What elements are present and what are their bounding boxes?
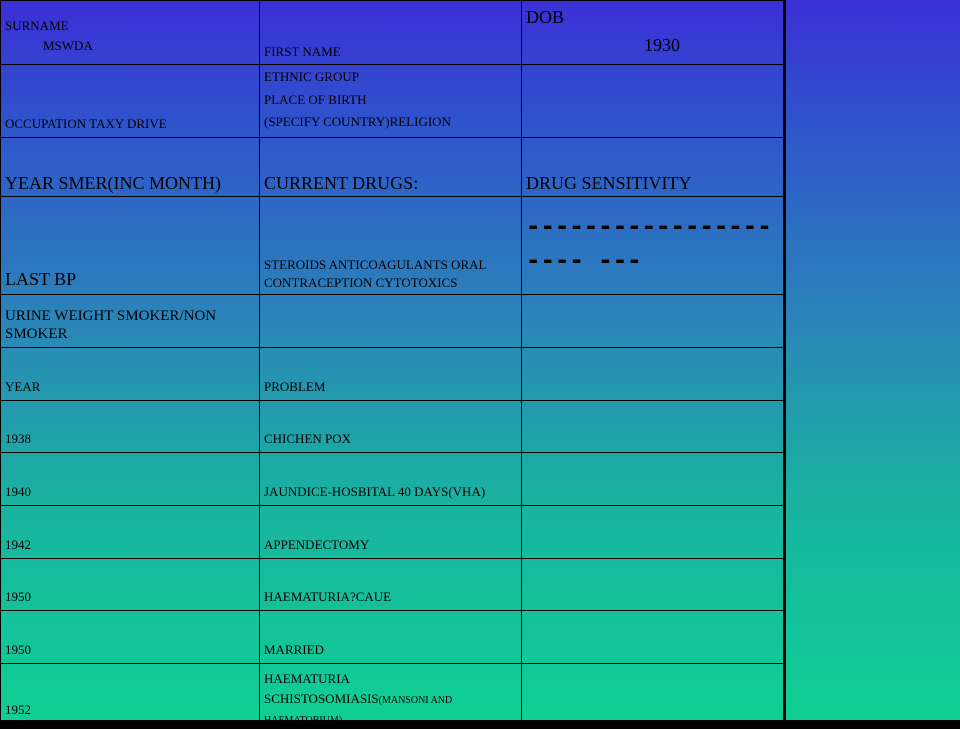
- history-problem-cell: [259, 505, 521, 553]
- dob-label: DOB: [526, 7, 565, 27]
- history-problem-detail: (MANSONI AND HAEMATOBIUM): [264, 695, 453, 727]
- ethnic-group-cell: [259, 64, 521, 134]
- first-name-label: FIRST NAME: [264, 43, 341, 59]
- history-year-cell: [0, 505, 259, 553]
- history-problem-cell: [259, 452, 521, 501]
- history-year-cell: [0, 558, 259, 605]
- dob-cell: [521, 6, 783, 62]
- slide-margin-right: [786, 0, 960, 720]
- current-drugs-cell: [259, 137, 521, 194]
- history-problem-cell: [259, 558, 521, 605]
- history-problem: JAUNDICE-HOSBITAL 40 DAYS(VHA): [264, 483, 486, 499]
- surname-value: MSWDA: [43, 38, 93, 54]
- history-year: 1950: [5, 641, 31, 657]
- history-problem-cell: [259, 610, 521, 658]
- history-problem-main: HAEMATURIA SCHISTOSOMIASIS: [264, 671, 379, 707]
- ethnic-group-label: ETHNIC GROUP: [264, 68, 359, 84]
- year-smear-cell: [0, 137, 259, 194]
- history-problem: HAEMATURIA?CAUE: [264, 588, 392, 604]
- history-problem-header-cell: [259, 347, 521, 395]
- urine-weight-text: URINE WEIGHT SMOKER/NON SMOKER: [5, 307, 217, 343]
- drug-sensitivity-dashes: [521, 210, 783, 290]
- history-problem: APPENDECTOMY: [264, 536, 370, 552]
- history-problem: CHICHEN POX: [264, 430, 352, 446]
- drug-sensitivity-cell: [521, 137, 783, 194]
- drugs-list-text: STEROIDS ANTICOAGULANTS ORAL CONTRACEPTION CYTOTOXICS: [264, 256, 486, 290]
- history-problem-cell: [259, 663, 521, 727]
- dashes-text: --------------------- ---: [526, 212, 772, 274]
- history-year: 1940: [5, 483, 31, 499]
- current-drugs-label: CURRENT DRUGS:: [264, 172, 419, 193]
- history-problem: MARRIED: [264, 641, 324, 657]
- history-year-cell: [0, 663, 259, 718]
- occupation-cell: [0, 64, 259, 132]
- drug-sensitivity-label: DRUG SENSITIVITY: [526, 172, 692, 193]
- place-of-birth-label: PLACE OF BIRTH: [264, 91, 367, 107]
- last-bp-cell: [0, 196, 259, 290]
- surname-cell: [0, 18, 259, 60]
- history-year-cell: [0, 452, 259, 500]
- history-problem: [264, 669, 517, 729]
- history-year-cell: [0, 610, 259, 658]
- year-smear-label: YEAR SMER(INC MONTH): [5, 172, 221, 193]
- history-year-cell: [0, 400, 259, 447]
- dob-value: 1930: [644, 34, 680, 55]
- surname-label: SURNAME: [5, 18, 69, 33]
- history-year: 1938: [5, 430, 31, 446]
- occupation-text: OCCUPATION TAXY DRIVE: [5, 115, 167, 131]
- history-year: 1942: [5, 536, 31, 552]
- drugs-list-cell: [259, 196, 521, 292]
- history-year: 1950: [5, 588, 31, 604]
- first-name-cell: [259, 0, 521, 60]
- last-bp-label: LAST BP: [5, 268, 77, 289]
- history-year-header-cell: [0, 347, 259, 395]
- history-year: 1952: [5, 701, 31, 717]
- history-year-header: YEAR: [5, 378, 41, 394]
- column-divider-2: [521, 0, 522, 720]
- specify-country-label: (SPECIFY COUNTRY)RELIGION: [264, 114, 451, 130]
- history-problem-header: PROBLEM: [264, 378, 326, 394]
- urine-weight-cell: [0, 294, 259, 344]
- history-problem-cell: [259, 400, 521, 447]
